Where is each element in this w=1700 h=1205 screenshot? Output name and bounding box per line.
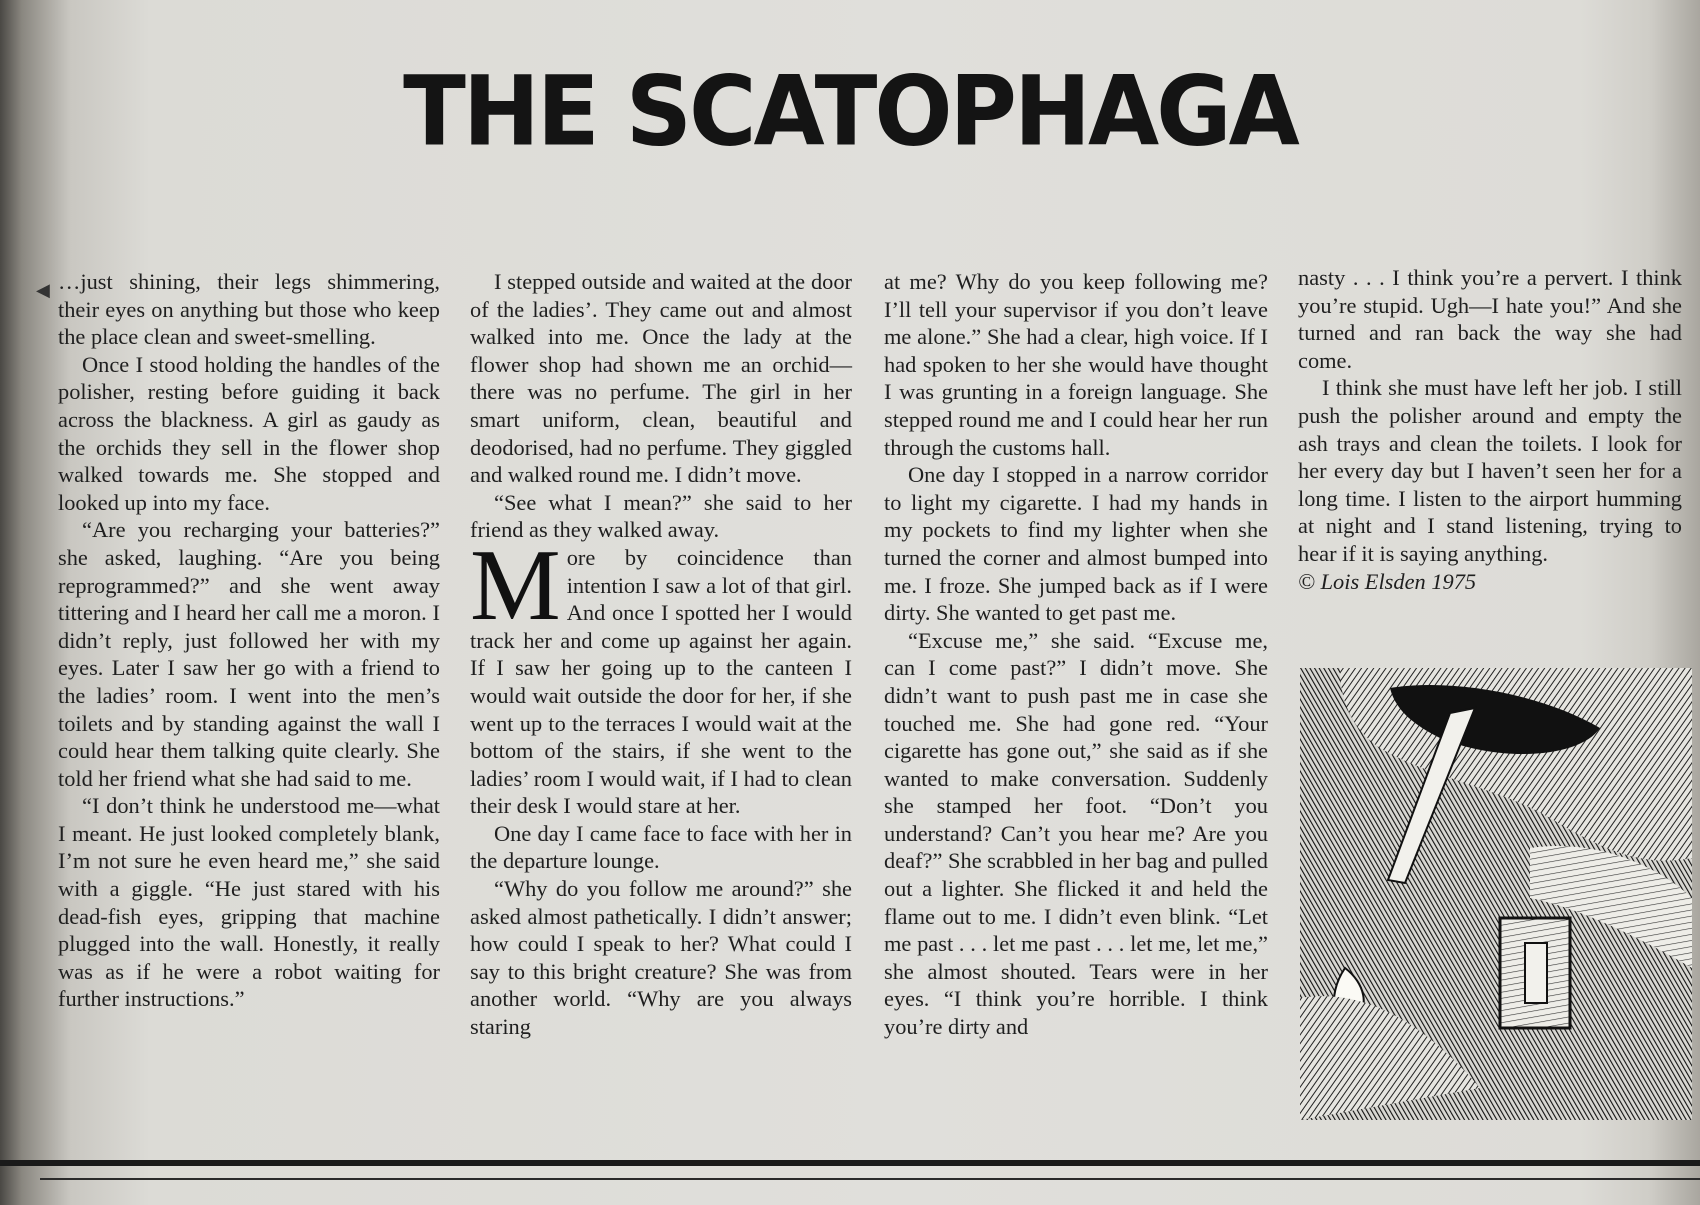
col2-paragraph-3: [470, 528, 852, 820]
bullet-marker-icon: ◀: [36, 280, 50, 301]
col4-paragraph-1: nasty . . . I think you’re a pervert. I think you’re stupid. Ugh—I hate you!” And she turned and ran back the way she had come.: [1298, 265, 1682, 373]
col3-paragraph-1: at me? Why do you keep following me? I’ll tell your supervisor if you don’t leave me alone.” She had a clear, high voice. If I had spoken to her she would have thought I was grunting in a foreign language. She stepped round me and I could hear her run through the customs hall.: [884, 269, 1268, 460]
column-1: [58, 268, 440, 1013]
col1-paragraph-1: …just shining, their legs shimmering, their eyes on anything but those who keep the place clean and sweet-smelling.: [58, 269, 440, 350]
col1-paragraph-3: “Are you recharging your batteries?” she asked, laughing. “Are you being reprogrammed?” and she went away tittering and I heard her call me a moron. I didn’t reply, just followed her with my eyes. Later I saw her go with a friend to the ladies’ room. I went into the men’s toilets and by standing against the wall I could hear them talking quite clearly. She told her friend what she had said to me.: [58, 517, 440, 791]
column-4: [1298, 264, 1682, 595]
col2-paragraph-2: “See what I mean?” she said to her friend as they walked away.: [470, 489, 852, 543]
col2-paragraph-1: I stepped outside and waited at the door of the ladies’. They came out and almost walked into me. Once the lady at the flower shop had shown me an orchid—there was no perfume. The girl in her smart uniform, clean, beautiful and deodorised, had no perfume. They giggled and walked round me. I didn’t move.: [470, 269, 852, 488]
drop-cap: M: [470, 528, 561, 642]
col1-paragraph-2: Once I stood holding the handles of the polisher, resting before guiding it back across the blackness. A girl as gaudy as the orchids they sell in the flower shop walked towards me. She stopped and looked up into my face.: [58, 351, 440, 515]
lighter-cap: [1525, 943, 1547, 1003]
col4-paragraph-2: I think she must have left her job. I still push the polisher around and empty the ash trays and clean the toilets. I look for her every day but I haven’t seen her for a long time. I listen to the airport humming at night and I stand listening, trying to hear if it is saying anything.: [1298, 375, 1682, 566]
col2-paragraph-4: One day I came face to face with her in the departure lounge.: [470, 820, 852, 874]
bottom-rule-thick: [0, 1160, 1700, 1166]
column-2: [470, 268, 852, 1041]
col3-paragraph-2: One day I stopped in a narrow corridor to light my cigarette. I had my hands in my pockets to find my lighter when she turned the corner and almost bumped into me. I froze. She jumped back as if I were dirty. She wanted to get past me.: [884, 462, 1268, 626]
col2-paragraph-5: “Why do you follow me around?” she asked almost pathetically. I didn’t answer; how could I speak to her? What could I say to this bright creature? She was from another world. “Why are you always staring: [470, 876, 852, 1040]
col3-paragraph-3: “Excuse me,” she said. “Excuse me, can I come past?” I didn’t move. She didn’t want to push past me in case she touched me. She had gone red. “Your cigarette has gone out,” she said as if she wanted to make conversation. Suddenly she stamped her foot. “Don’t you understand? Can’t you hear me? Are you deaf?” She scrabbled in her bag and pulled out a lighter. She flicked it and held the flame out to me. I didn’t even blink. “Let me past . . . let me past . . . let me, let me,” she almost shouted. Tears were in her eyes. “I think you’re horrible. I think you’re dirty and: [884, 627, 1268, 1040]
story-title: THE SCATOPHAGA: [403, 55, 1297, 168]
author-credit: © Lois Elsden 1975: [1298, 568, 1477, 594]
smoking-face-illustration-icon: [1300, 668, 1692, 1120]
col1-paragraph-4: “I don’t think he understood me—what I meant. He just looked completely blank, I’m not sure he even heard me,” she said with a giggle. “He just stared with his dead-fish eyes, gripping that machine plugged into the wall. Honestly, it really was as if he were a robot waiting for further instructions.”: [58, 793, 440, 1012]
column-3: [884, 268, 1268, 1041]
bottom-rule-thin: [40, 1178, 1700, 1180]
col2-paragraph-3-text: ore by coincidence than intention I saw a lot of that girl. And once I spotted her I would track her and come up against her again. If I saw her going up to the canteen I would wait outside the door for her, if she went up to the terraces I would wait at the bottom of the stairs, if she went to the ladies’ room I would wait, if I had to clean their desk I would stare at her.: [470, 544, 852, 819]
